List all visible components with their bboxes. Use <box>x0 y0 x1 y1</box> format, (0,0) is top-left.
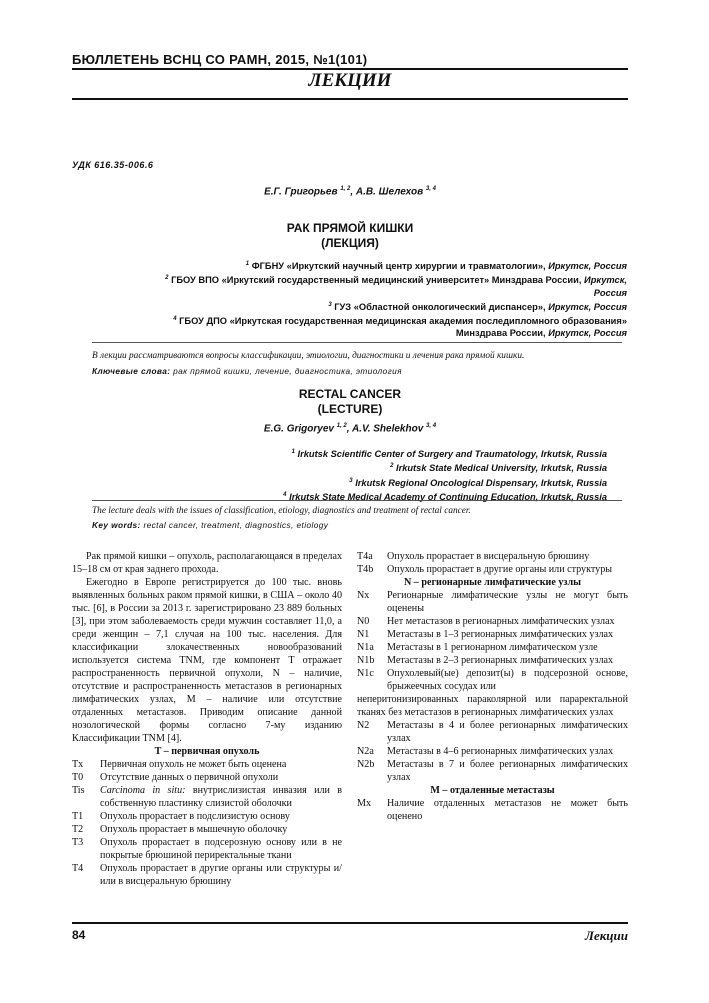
affil-ru-2: $^2$ ГБОУ ВПО «Иркутский государственный медицинский университет» Минздрава России, Иркутск, <box>165 275 627 286</box>
article-title-en <box>72 387 628 417</box>
keywords-ru-text: рак прямой кишки, лечение, диагностика, этиология <box>173 366 402 376</box>
t-item: T4 Опухоль прорастает в другие органы или структуры и/или в висцеральную брюшину <box>72 863 342 887</box>
n-item: N2b Метастазы в 7 и более регионарных лимфатических узлах <box>357 759 628 783</box>
affil-ru-4-cont: Минздрава России, Иркутск, Россия <box>455 328 627 339</box>
paragraph-1: Рак прямой кишки – опухоль, располагающаяся в пределах 15–18 см от края заднего прохода. <box>72 551 342 575</box>
left-column <box>72 550 342 888</box>
footer-section: Лекции <box>585 928 628 943</box>
affil-en-4: $^4$ Irkutsk State Medical Academy of Continuing Education, Irkutsk, Russia <box>283 491 607 502</box>
author-1-affil: 1, 2 <box>340 186 351 192</box>
author-1: Е.Г. Григорьев <box>264 186 338 198</box>
author-2: А.В. Шелехов <box>355 186 424 198</box>
title-ru-line2: (ЛЕКЦИЯ) <box>321 236 379 250</box>
title-en-line2: (LECTURE) <box>317 402 383 416</box>
section-rule <box>72 98 628 100</box>
n-item: N1b Метастазы в 2–3 регионарных лимфатических узлах <box>357 655 614 666</box>
paragraph-2: Ежегодно в Европе регистрируется до 100 тыс. вновь выявленных больных раком прямой кишки, в США – около 40 тыс. [6], в России за 2013 г. зарегистрировано 23 889 больных [3], при этом заболеваемость среди мужчин составляет 11,0, а среди женщин – 7,1 случая на 100 тыс. населения. Для классификации злокачественных новообразований используется система TNM, где компонент T отражает распространенность первичной опухоли, N – наличие, отсутствие и распространенность метастазов в регионарных лимфатических узлах, M – наличие или отсутствие отдаленных метастазов. Приводим описание данной нозологической формы согласно 7-му изданию Классификации TNM [4]. <box>72 577 342 744</box>
udk-code: УДК 616.35-006.6 <box>72 160 154 170</box>
affil-ru-3: $^3$ ГУЗ «Областной онкологический диспансер», Иркутск, Россия <box>328 301 627 312</box>
t-item: T4a Опухоль прорастает в висцеральную брюшину <box>357 551 590 562</box>
keywords-ru-label: Ключевые слова: <box>92 366 171 376</box>
t-item: Tx Первичная опухоль не может быть оценена <box>72 759 287 770</box>
authors-en: E.G. Grigoryev $^{1, 2}$, A.V. Shelekhov $^{3, 4}$ <box>263 423 437 435</box>
t-item: T2 Опухоль прорастает в мышечную оболочку <box>72 824 288 835</box>
t-heading: T – первичная опухоль <box>154 746 260 757</box>
m-item: Mx Наличие отдаленных метастазов не может быть оценено <box>357 798 628 822</box>
author-en-2-affil: 3, 4 <box>426 423 437 429</box>
n-item: N1a Метастазы в 1 регионарном лимфатическом узле <box>357 642 598 653</box>
section-title: ЛЕКЦИИ <box>308 70 392 91</box>
authors-ru: Е.Г. Григорьев $^{1, 2}$, А.В. Шелехов $^{3, 4}$ <box>264 186 436 198</box>
title-ru-line1: РАК ПРЯМОЙ КИШКИ <box>286 221 414 235</box>
article-title-ru <box>72 221 628 251</box>
keywords-en <box>92 520 328 530</box>
n-item: N0 Нет метастазов в регионарных лимфатических узлах <box>357 616 615 627</box>
affiliations-en <box>107 446 607 503</box>
affil-ru-4: $^4$ ГБОУ ДПО «Иркутская государственная медицинская академия последипломного образования» <box>173 316 627 327</box>
author-2-affil: 3, 4 <box>425 186 436 192</box>
affil-en-3: $^3$ Irkutsk Regional Oncological Dispensary, Irkutsk, Russia <box>349 477 607 488</box>
abstract-en: The lecture deals with the issues of classification, etiology, diagnostics and treatment of rectal cancer. <box>92 506 471 516</box>
n-item: N1 Метастазы в 1–3 регионарных лимфатических узлах <box>357 629 614 640</box>
affil-en-2: $^2$ Irkutsk State Medical University, Irkutsk, Russia <box>390 463 607 474</box>
right-column <box>357 550 628 823</box>
affil-ru-2-cont: Россия <box>593 287 627 298</box>
n-heading: N – регионарные лимфатические узлы <box>403 577 582 588</box>
t-item: T0 Отсутствие данных о первичной опухоли <box>72 772 279 783</box>
t-item: Tis Carcinoma in situ: внутрислизистая инвазия или в собственную пластинку слизистой оболочки <box>72 785 342 809</box>
t-item: T1 Опухоль прорастает в подслизистую основу <box>72 811 290 822</box>
n-item: N1c Опухолевый(ые) депозит(ы) в подсерозной основе, брыжеечных сосудах или <box>357 668 628 692</box>
author-en-1-affil: 1, 2 <box>336 423 347 429</box>
journal-header: БЮЛЛЕТЕНЬ ВСНЦ СО РАМН, 2015, №1(101) <box>72 52 368 67</box>
n-item: N2a Метастазы в 4–6 регионарных лимфатических узлах <box>357 746 614 757</box>
keywords-ru <box>92 366 402 376</box>
n-item: N2 Метастазы в 4 и более регионарных лимфатических узлах <box>357 720 628 744</box>
t-item: T4b Опухоль прорастает в другие органы или структуры <box>357 564 613 575</box>
author-en-1: E.G. Grigoryev <box>263 423 334 435</box>
title-en-line1: RECTAL CANCER <box>298 387 402 401</box>
page-number: 84 <box>72 928 86 942</box>
affil-ru-1: $^1$ ФГБНУ «Иркутский научный центр хирургии и травматологии», Иркутск, Россия <box>245 261 627 272</box>
affil-en-1: $^1$ Irkutsk Scientific Center of Surgery and Traumatology, Irkutsk, Russia <box>291 449 607 460</box>
author-en-2: A.V. Shelekhov <box>351 423 424 435</box>
abstract-rule-ru <box>92 342 622 343</box>
footer-rule <box>72 922 628 924</box>
abstract-ru: В лекции рассматриваются вопросы классификации, этиологии, диагностики и лечения рака прямой кишки. <box>92 351 525 361</box>
abstract-rule-en <box>92 500 622 501</box>
affiliations-ru <box>107 258 627 340</box>
keywords-en-text: rectal cancer, treatment, diagnostics, etiology <box>143 520 329 530</box>
m-heading: M – отдаленные метастазы <box>430 785 555 796</box>
n-item: Nx Регионарные лимфатические узлы не могут быть оценены <box>357 590 628 614</box>
keywords-en-label: Key words: <box>92 520 141 530</box>
n1c-continuation: неперитонизированных параколярной или параректальной тканях без метастазов в регионарных лимфатических узлах <box>357 694 628 718</box>
t-item: T3 Опухоль прорастает в подсерозную основу или в не покрытые брюшиной периректальные ткани <box>72 837 342 861</box>
